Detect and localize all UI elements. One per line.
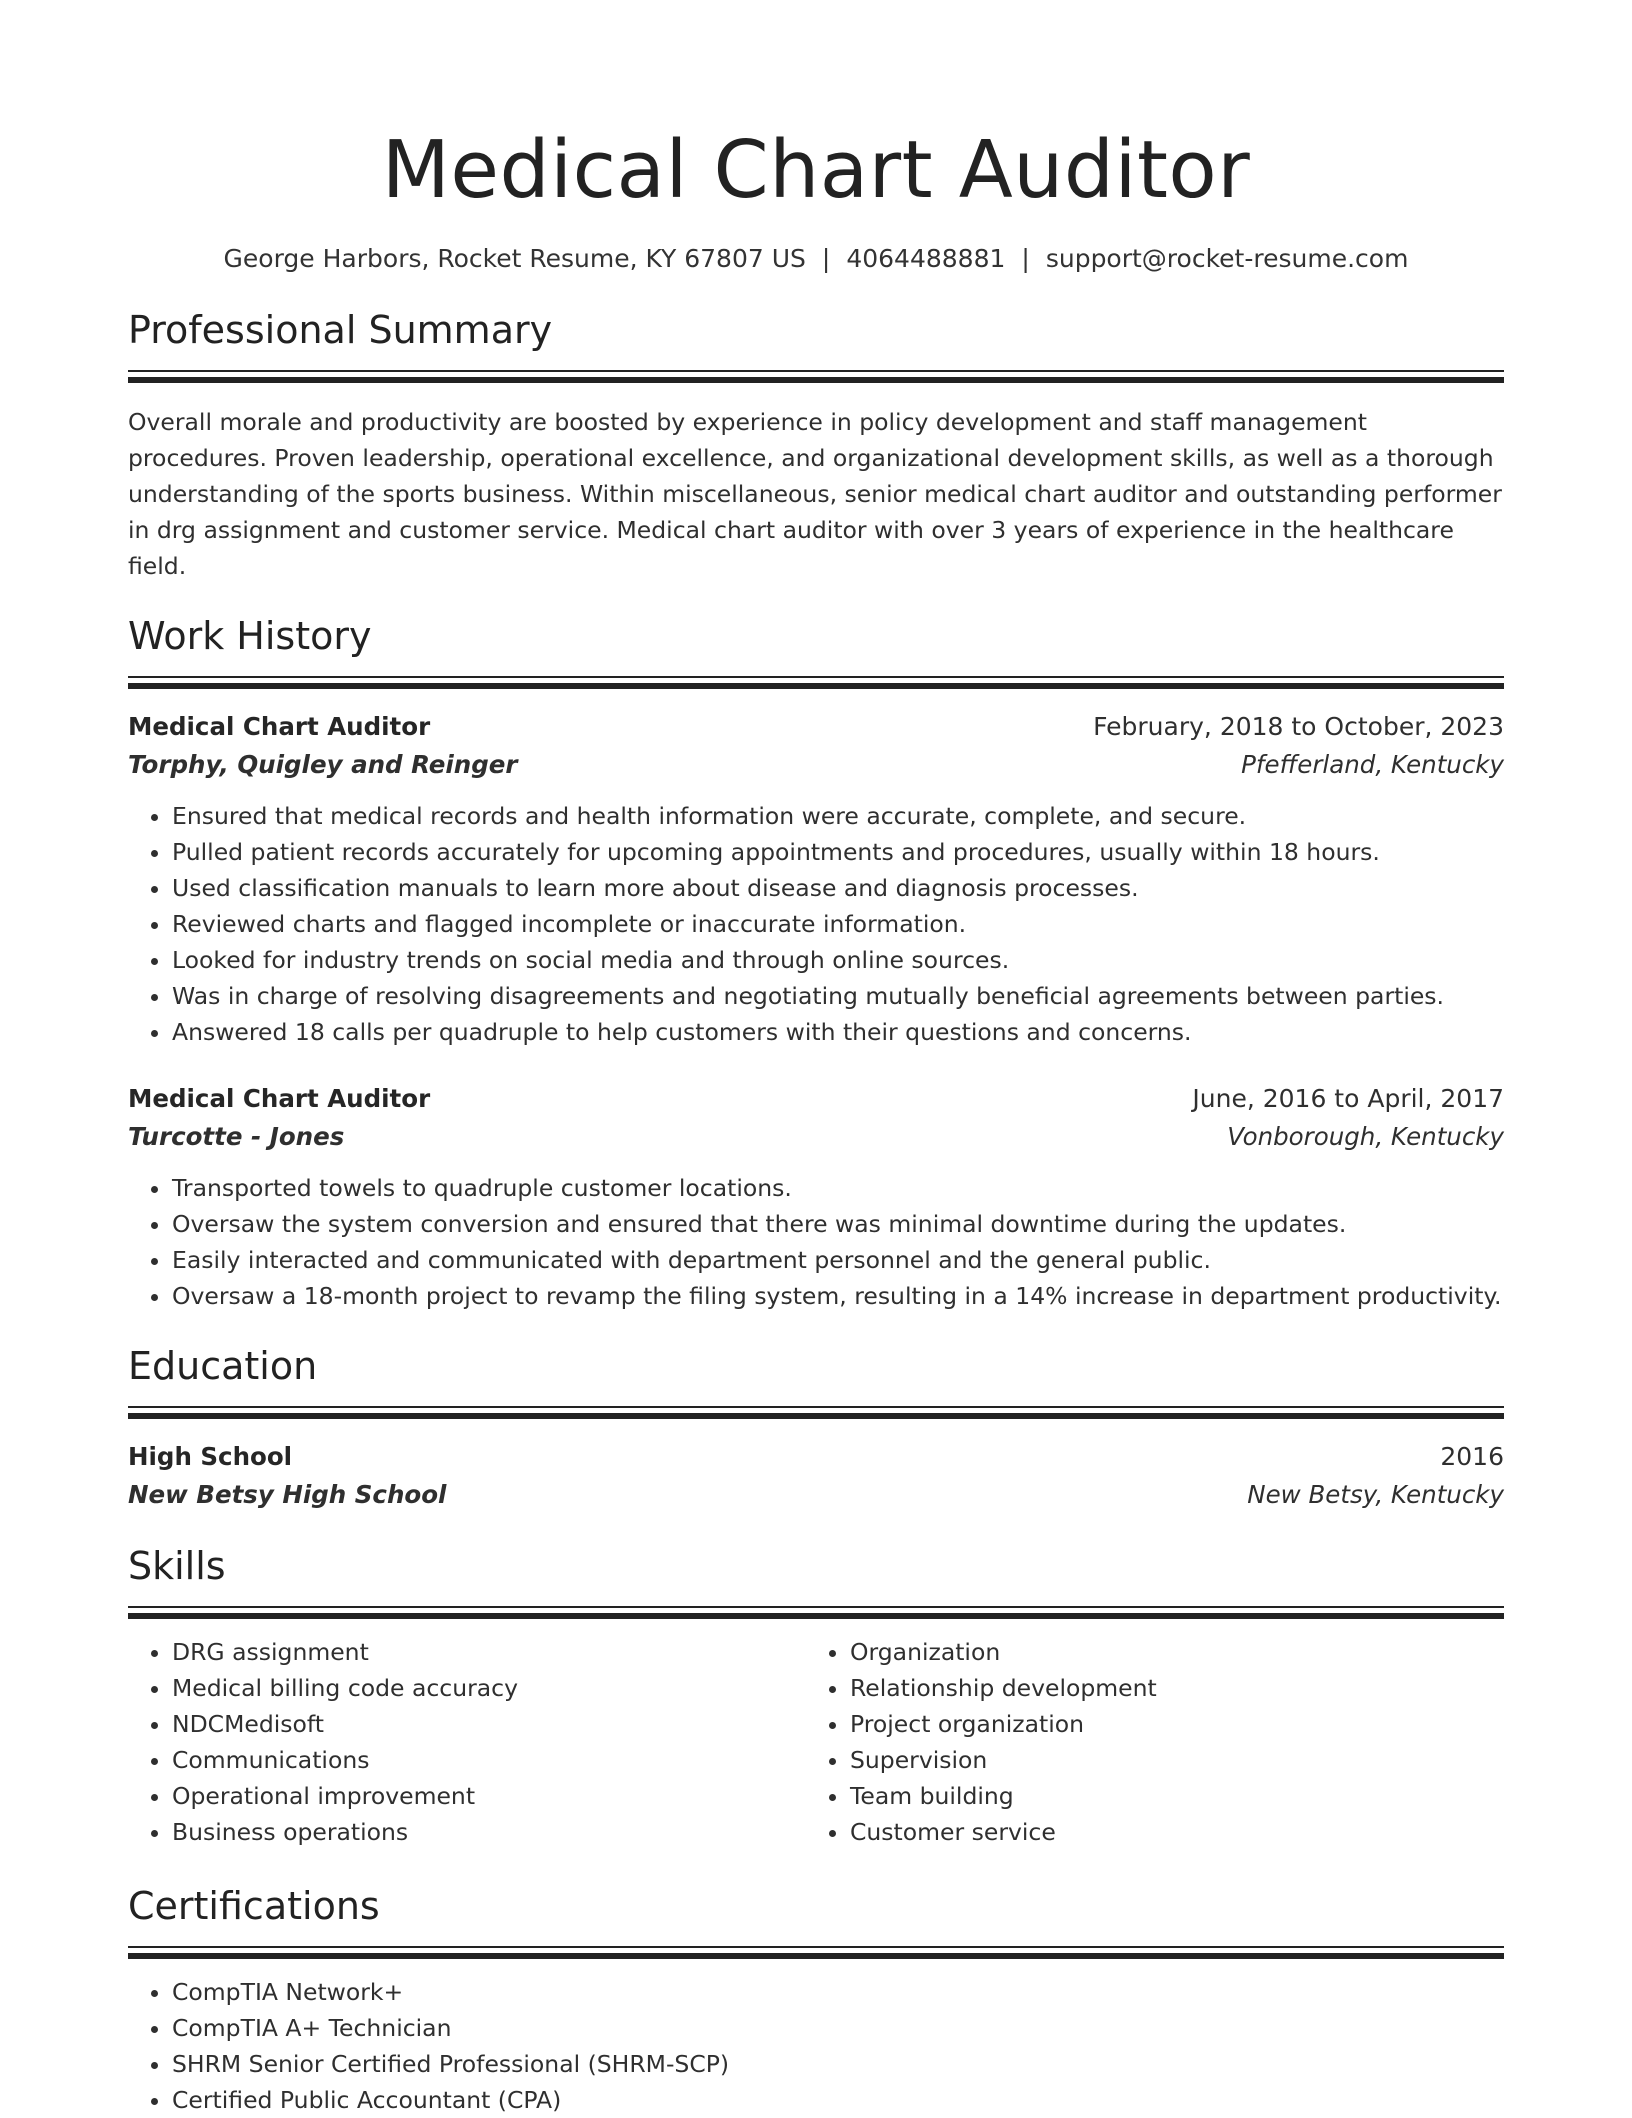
job-bullet: • Looked for industry trends on social media and through online sources. — [172, 942, 1504, 978]
contact-separator: | — [1021, 244, 1030, 273]
job-bullet: • Pulled patient records accurately for upcoming appointments and procedures, usually within 18 hours. — [172, 834, 1504, 870]
section-divider — [128, 1406, 1504, 1420]
summary-section — [128, 304, 1504, 584]
job-bullet: • Reviewed charts and flagged incomplete or inaccurate information. — [172, 906, 1504, 942]
job-bullet: • Oversaw a 18-month project to revamp the filing system, resulting in a 14% increase in department productivity. — [172, 1278, 1504, 1314]
job-bullet: • Was in charge of resolving disagreements and negotiating mutually beneficial agreements between parties. — [172, 978, 1504, 1014]
skill-item: • Supervision — [850, 1742, 1484, 1778]
skill-item: • Medical billing code accuracy — [172, 1670, 806, 1706]
skill-item: • Operational improvement — [172, 1778, 806, 1814]
skills-heading: Skills — [128, 1544, 226, 1588]
contact-address: George Harbors, Rocket Resume, KY 67807 US — [223, 244, 806, 273]
job-bullet: • Ensured that medical records and health information were accurate, complete, and secure. — [172, 798, 1504, 834]
skills-list — [806, 1634, 1484, 1850]
job-title: Medical Chart Auditor — [128, 1084, 431, 1113]
job-company: Torphy, Quigley and Reinger — [128, 750, 518, 779]
job-dates: June, 2016 to April, 2017 — [1192, 1084, 1504, 1113]
skill-item: • Communications — [172, 1742, 806, 1778]
skill-item: • Relationship development — [850, 1670, 1484, 1706]
skill-item: • Team building — [850, 1778, 1484, 1814]
job-bullets — [128, 1170, 1504, 1314]
certification-item: • CompTIA A+ Technician — [172, 2010, 1504, 2046]
contact-email[interactable]: support@rocket-resume.com — [1045, 244, 1409, 273]
education-school: New Betsy High School — [128, 1480, 447, 1509]
education-entry — [128, 1438, 1504, 1514]
job-bullet: • Used classification manuals to learn more about disease and diagnosis processes. — [172, 870, 1504, 906]
certifications-list — [128, 1974, 1504, 2118]
skill-item: • Organization — [850, 1634, 1484, 1670]
contact-phone: 4064488881 — [846, 244, 1006, 273]
education-location: New Betsy, Kentucky — [1247, 1480, 1504, 1509]
certification-item: • SHRM Senior Certified Professional (SHRM-SCP) — [172, 2046, 1504, 2082]
certifications-section — [128, 1880, 1504, 2118]
skill-item: • Project organization — [850, 1706, 1484, 1742]
resume-title: Medical Chart Auditor — [381, 124, 1251, 216]
skill-item: • Customer service — [850, 1814, 1484, 1850]
contact-line — [128, 242, 1504, 276]
skill-item: • Business operations — [172, 1814, 806, 1850]
skills-list — [128, 1634, 806, 1850]
job-location: Vonborough, Kentucky — [1227, 1122, 1504, 1151]
skill-item: • NDCMedisoft — [172, 1706, 806, 1742]
section-divider — [128, 1946, 1504, 1960]
resume-page — [128, 0, 1504, 2118]
certification-item: • CompTIA Network+ — [172, 1974, 1504, 2010]
job-entry — [128, 708, 1504, 1050]
skills-columns — [128, 1634, 1504, 1850]
job-location: Pfefferland, Kentucky — [1241, 750, 1504, 779]
job-dates: February, 2018 to October, 2023 — [1093, 712, 1504, 741]
skill-item: • DRG assignment — [172, 1634, 806, 1670]
job-bullet: • Easily interacted and communicated with department personnel and the general public. — [172, 1242, 1504, 1278]
job-title: Medical Chart Auditor — [128, 712, 431, 741]
certification-item: • Certified Public Accountant (CPA) — [172, 2082, 1504, 2118]
section-divider — [128, 1606, 1504, 1620]
job-company: Turcotte - Jones — [128, 1122, 345, 1151]
contact-separator: | — [821, 244, 831, 273]
section-divider — [128, 676, 1504, 690]
job-bullet: • Oversaw the system conversion and ensured that there was minimal downtime during the updates. — [172, 1206, 1504, 1242]
work-history-heading: Work History — [128, 614, 372, 658]
job-entry — [128, 1080, 1504, 1314]
skills-column-right — [806, 1634, 1484, 1850]
certifications-heading: Certifications — [128, 1884, 380, 1928]
section-divider — [128, 370, 1504, 384]
education-section — [128, 1340, 1504, 1514]
job-bullet: • Transported towels to quadruple customer locations. — [172, 1170, 1504, 1206]
education-year: 2016 — [1440, 1442, 1504, 1471]
summary-text: Overall morale and productivity are boosted by experience in policy development and staff management procedures. Proven leadership, operational excellence, and organizational development skills, as well as a thorough understanding of the sports business. Within miscellaneous, senior medical chart auditor and outstanding performer in drg assignment and customer service. Medical chart auditor with over 3 years of experience in the healthcare field. — [128, 408, 1502, 580]
work-history-section — [128, 610, 1504, 1314]
education-degree: High School — [128, 1442, 293, 1471]
job-bullets — [128, 798, 1504, 1050]
summary-heading: Professional Summary — [128, 308, 553, 352]
skills-column-left — [128, 1634, 806, 1850]
job-bullet: • Answered 18 calls per quadruple to help customers with their questions and concerns. — [172, 1014, 1504, 1050]
education-heading: Education — [128, 1344, 318, 1388]
skills-section — [128, 1540, 1504, 1850]
